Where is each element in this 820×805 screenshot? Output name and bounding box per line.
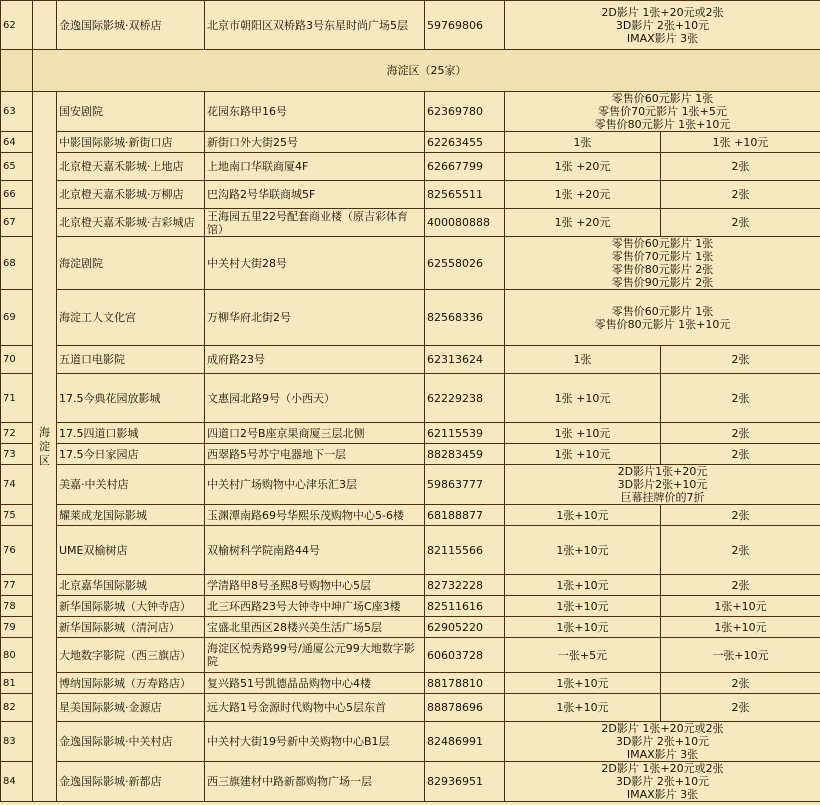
row-number: 66: [1, 181, 33, 209]
offer-3d: 2张: [661, 346, 820, 374]
offer-line: 零售价70元影片 1张+5元: [598, 105, 727, 118]
cinema-name: 五道口电影院: [57, 346, 205, 374]
row-number: 75: [1, 505, 33, 526]
table-row: [1, 505, 820, 526]
offer-line: 零售价60元影片 1张: [611, 304, 714, 318]
table-row: [1, 575, 820, 596]
table-row: [1, 209, 820, 237]
table-row: [1, 596, 820, 617]
cinema-address: 宝盛北里西区28楼兴美生活广场5层: [205, 617, 425, 638]
cinema-name: 17.5四道口影城: [57, 423, 205, 444]
offer-3d: 2张: [661, 673, 820, 694]
cinema-address: 西三旗建材中路新都购物广场一层: [205, 762, 425, 802]
table-row: [1, 526, 820, 575]
cinema-phone: 82565511: [425, 181, 505, 209]
offer-3d: 1张 +10元: [661, 132, 820, 153]
table-row: [1, 762, 820, 802]
row-number: 64: [1, 132, 33, 153]
cinema-phone: 60603728: [425, 638, 505, 673]
table-row: [1, 617, 820, 638]
cinema-phone: 82486991: [425, 722, 505, 762]
offer-3d: 1张+10元: [661, 617, 820, 638]
table-row: [1, 638, 820, 673]
cinema-address: 北三环西路23号大钟寺中坤广场C座3楼: [205, 596, 425, 617]
cinema-name: 博纳国际影城（万寿路店）: [57, 673, 205, 694]
cinema-name: 新华国际影城（大钟寺店）: [57, 596, 205, 617]
cinema-phone: 82936951: [425, 762, 505, 802]
offer-line: IMAX影片 3张: [626, 748, 699, 761]
cinema-name: 北京橙天嘉禾影城·吉彩城店: [57, 209, 205, 237]
row-number: 73: [1, 444, 33, 465]
cinema-name: 星美国际影城·金源店: [57, 694, 205, 722]
offer-3d: 2张: [661, 423, 820, 444]
offer-line: 2D影片1张+20元: [617, 465, 708, 478]
row-number: 74: [1, 465, 33, 505]
table-row: [1, 181, 820, 209]
row-number: 84: [1, 762, 33, 802]
cinema-name: 北京橙天嘉禾影城·上地店: [57, 153, 205, 181]
row-number: 81: [1, 673, 33, 694]
row-number: 79: [1, 617, 33, 638]
cinema-address: 万柳华府北街2号: [205, 290, 425, 346]
cinema-address: 中关村大街28号: [205, 237, 425, 290]
cinema-address: 中关村广场购物中心津乐汇3层: [205, 465, 425, 505]
offer-line: IMAX影片 3张: [626, 788, 699, 801]
cinema-phone: 62313624: [425, 346, 505, 374]
cinema-name: 北京橙天嘉禾影城·万柳店: [57, 181, 205, 209]
offer-cell: [505, 465, 820, 505]
cinema-phone: 62115539: [425, 423, 505, 444]
row-number: 70: [1, 346, 33, 374]
cinema-address: 玉渊潭南路69号华熙乐茂购物中心5-6楼: [205, 505, 425, 526]
offer-line: 零售价80元影片 1张+10元: [594, 317, 731, 331]
row-number: 76: [1, 526, 33, 575]
table-row: [1, 444, 820, 465]
cinema-name: 金逸国际影城·新都店: [57, 762, 205, 802]
cinema-address: 巴沟路2号华联商城5F: [205, 181, 425, 209]
district-header: 海淀区（25家）: [33, 50, 820, 92]
offer-3d: 一张+10元: [661, 638, 820, 673]
offer-2d: 1张 +20元: [505, 181, 661, 209]
cinema-address: 王海园五里22号配套商业楼（原吉彩体育馆）: [205, 209, 425, 237]
cinema-address: 上地南口华联商厦4F: [205, 153, 425, 181]
cinema-phone: 68188877: [425, 505, 505, 526]
cinema-name: 耀莱成龙国际影城: [57, 505, 205, 526]
row-number: 71: [1, 374, 33, 423]
offer-cell: [505, 92, 820, 132]
offer-line: 零售价60元影片 1张: [611, 92, 714, 105]
table-row: [1, 290, 820, 346]
cinema-name: 新华国际影城（清河店）: [57, 617, 205, 638]
cinema-address: 北京市朝阳区双桥路3号东星时尚广场5层: [205, 1, 425, 50]
row-number: 83: [1, 722, 33, 762]
cinema-phone: 82732228: [425, 575, 505, 596]
district-label-cell: [33, 92, 57, 802]
cinema-phone: 82568336: [425, 290, 505, 346]
cinema-phone: 82511616: [425, 596, 505, 617]
offer-2d: 1张 +10元: [505, 374, 661, 423]
cinema-phone: 62558026: [425, 237, 505, 290]
offer-2d: 1张+10元: [505, 526, 661, 575]
cinema-address: 文惠园北路9号（小西天）: [205, 374, 425, 423]
offer-line: 零售价70元影片 1张: [611, 250, 714, 263]
district-empty-cell: [33, 1, 57, 50]
cinema-phone: 62667799: [425, 153, 505, 181]
offer-3d: 1张+10元: [661, 596, 820, 617]
row-number: 69: [1, 290, 33, 346]
offer-3d: 2张: [661, 526, 820, 575]
cinema-name: 金逸国际影城·中关村店: [57, 722, 205, 762]
row-number: 68: [1, 237, 33, 290]
cinema-address: 学清路甲8号圣熙8号购物中心5层: [205, 575, 425, 596]
offer-line: 2D影片 1张+20元或2张: [601, 722, 724, 735]
offer-2d: 1张: [505, 132, 661, 153]
cinema-phone: 59769806: [425, 1, 505, 50]
offer-line: 零售价80元影片 2张: [611, 263, 714, 276]
cinema-phone: 88878696: [425, 694, 505, 722]
cinema-phone: 62369780: [425, 92, 505, 132]
cinema-phone: 400080888: [425, 209, 505, 237]
row-number: 62: [1, 1, 33, 50]
table-row: [1, 153, 820, 181]
cinema-address: 复兴路51号凯德晶品购物中心4楼: [205, 673, 425, 694]
cinema-address: 成府路23号: [205, 346, 425, 374]
offer-2d: 1张 +20元: [505, 153, 661, 181]
cinema-phone: 62229238: [425, 374, 505, 423]
offer-line: 2D影片 1张+20元或2张: [601, 5, 724, 19]
row-number: 82: [1, 694, 33, 722]
row-number: 63: [1, 92, 33, 132]
cinema-name: 国安剧院: [57, 92, 205, 132]
offer-3d: 2张: [661, 209, 820, 237]
row-number: 65: [1, 153, 33, 181]
offer-2d: 1张+10元: [505, 575, 661, 596]
row-number: 67: [1, 209, 33, 237]
offer-3d: 2张: [661, 505, 820, 526]
table-row: [1, 673, 820, 694]
offer-line: 3D影片2张+10元: [617, 478, 708, 491]
cinema-address: 花园东路甲16号: [205, 92, 425, 132]
offer-line: 2D影片 1张+20元或2张: [601, 762, 724, 775]
cinema-phone: 62905220: [425, 617, 505, 638]
cinema-address: 四道口2号B座京果商厦三层北侧: [205, 423, 425, 444]
table-row: [1, 423, 820, 444]
cinema-address: 远大路1号金源时代购物中心5层东首: [205, 694, 425, 722]
table-row: [1, 92, 820, 132]
offer-cell: [505, 722, 820, 762]
cinema-name: UME双榆树店: [57, 526, 205, 575]
offer-cell: [505, 1, 820, 50]
offer-line: 3D影片 2张+10元: [615, 735, 710, 748]
offer-2d: 1张: [505, 346, 661, 374]
offer-cell: [505, 237, 820, 290]
cinema-address: 海淀区悦秀路99号/通厦公元99大地数字影院: [205, 638, 425, 673]
cinema-phone: 62263455: [425, 132, 505, 153]
table-row: [1, 1, 820, 50]
header-blank: [1, 50, 33, 92]
cinema-address: 中关村大街19号新中关购物中心B1层: [205, 722, 425, 762]
offer-line: 巨幕挂牌价的7折: [620, 491, 705, 504]
cinema-name: 17.5今日家园店: [57, 444, 205, 465]
offer-line: 3D影片 2张+10元: [615, 18, 710, 32]
cinema-name: 海淀工人文化宫: [57, 290, 205, 346]
offer-2d: 1张+10元: [505, 617, 661, 638]
cinema-name: 17.5今典花园放影城: [57, 374, 205, 423]
offer-2d: 1张 +20元: [505, 209, 661, 237]
offer-2d: 1张 +10元: [505, 444, 661, 465]
offer-line: IMAX影片 3张: [626, 31, 699, 45]
table-row: [1, 132, 820, 153]
offer-line: 零售价90元影片 2张: [611, 276, 714, 289]
cinema-phone: 88283459: [425, 444, 505, 465]
offer-line: 零售价60元影片 1张: [611, 237, 714, 250]
offer-line: 零售价80元影片 1张+10元: [594, 118, 731, 131]
offer-cell: [505, 290, 820, 346]
offer-2d: 一张+5元: [505, 638, 661, 673]
offer-3d: 2张: [661, 153, 820, 181]
cinema-address: 双榆树科学院南路44号: [205, 526, 425, 575]
table-row: [1, 374, 820, 423]
offer-3d: 2张: [661, 444, 820, 465]
offer-3d: 2张: [661, 374, 820, 423]
offer-3d: 2张: [661, 694, 820, 722]
table-row: [1, 694, 820, 722]
offer-2d: 1张 +10元: [505, 423, 661, 444]
cinema-name: 北京嘉华国际影城: [57, 575, 205, 596]
table-row: [1, 346, 820, 374]
offer-line: 3D影片 2张+10元: [615, 775, 710, 788]
offer-3d: 2张: [661, 575, 820, 596]
cinema-name: 海淀剧院: [57, 237, 205, 290]
table-row: [1, 237, 820, 290]
cinema-address: 新街口外大街25号: [205, 132, 425, 153]
row-number: 72: [1, 423, 33, 444]
cinema-name: 中影国际影城·新街口店: [57, 132, 205, 153]
district-label: 海淀区: [39, 425, 50, 467]
offer-2d: 1张+10元: [505, 596, 661, 617]
cinema-name: 金逸国际影城·双桥店: [57, 1, 205, 50]
cinema-phone: 59863777: [425, 465, 505, 505]
cinema-name: 美嘉·中关村店: [57, 465, 205, 505]
offer-2d: 1张+10元: [505, 673, 661, 694]
cinema-address: 西翠路5号苏宁电器地下一层: [205, 444, 425, 465]
offer-2d: 1张+10元: [505, 694, 661, 722]
cinema-phone: 88178810: [425, 673, 505, 694]
table-row: [1, 465, 820, 505]
row-number: 78: [1, 596, 33, 617]
cinema-phone: 82115566: [425, 526, 505, 575]
offer-3d: 2张: [661, 181, 820, 209]
row-number: 77: [1, 575, 33, 596]
district-header-row: [1, 50, 820, 92]
table-row: [1, 722, 820, 762]
offer-cell: [505, 762, 820, 802]
row-number: 80: [1, 638, 33, 673]
offer-2d: 1张+10元: [505, 505, 661, 526]
cinema-name: 大地数字影院（西三旗店）: [57, 638, 205, 673]
